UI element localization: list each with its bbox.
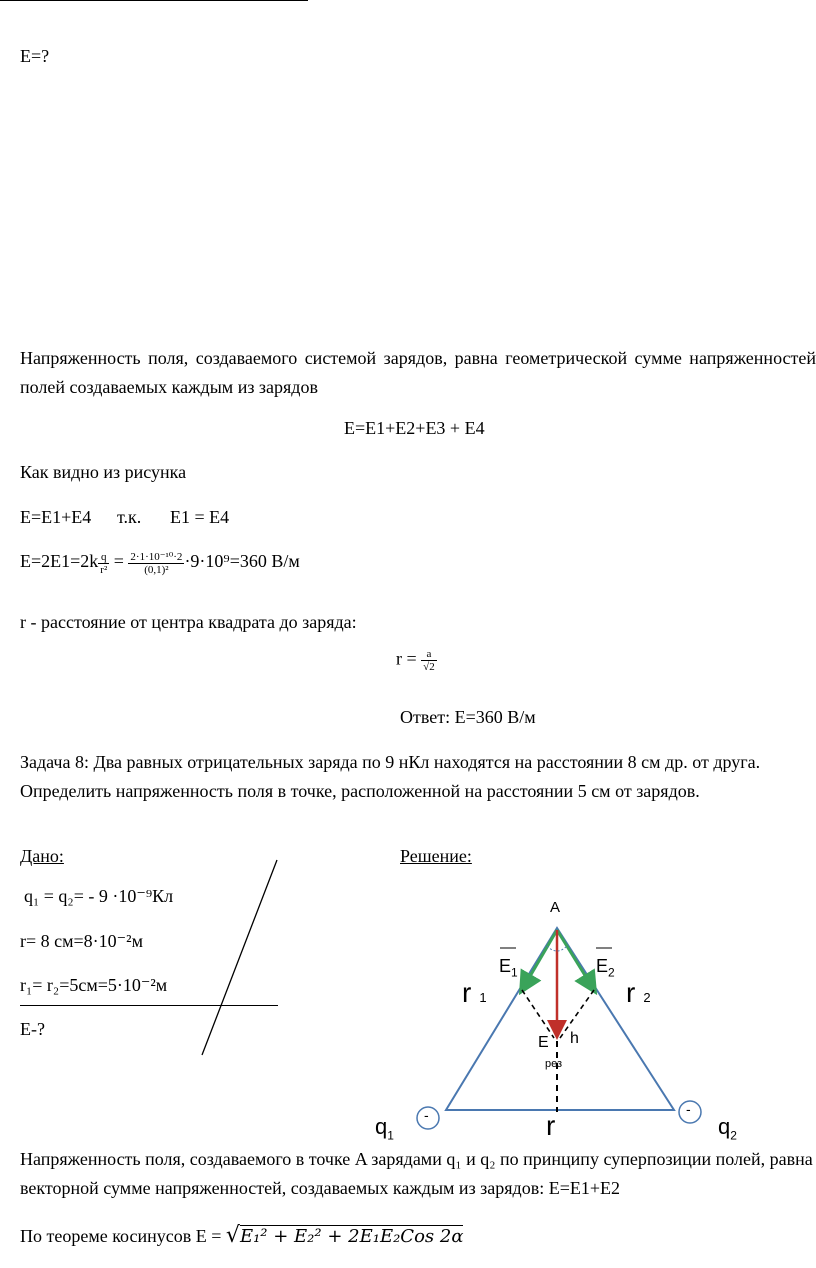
charges-diagram [360, 890, 780, 1150]
q2-sub: 2 [730, 1128, 737, 1143]
task8-statement: Задача 8: Два равных отрицательных заряда по 9 нКл находятся на расстоянии 8 см др. от друга. Определить напряженность поля в точке, расположенной на расстоянии 5 см от зарядов. [20, 752, 761, 801]
e2-vector [557, 930, 594, 990]
superposition-text: Напряженность поля, создаваемого в точке A зарядами q₁ и q₂ по принципу суперпозиции полей, равна векторной сумме напряженностей, создаваемых каждым из зарядов: [20, 1149, 813, 1198]
triangle [446, 928, 674, 1110]
r2-symbol: r² [100, 563, 108, 576]
e2-label [596, 956, 615, 980]
q1-label [375, 1114, 394, 1142]
eq-e14: E=E1+E4 [20, 507, 92, 527]
calc-num: 2·1·10⁻¹⁰·2 [130, 551, 183, 563]
system-paragraph: Напряженность поля, создаваемого системой зарядов, равна геометрической сумме напряженностей полей создаваемых каждым из зарядов [20, 348, 816, 397]
vector-sum-formula: E=E1+E2+E3 + E4 [344, 418, 485, 438]
r1-letter: r [462, 977, 472, 1008]
r-fraction [421, 648, 437, 673]
e2-sub: 2 [608, 965, 615, 980]
eres-label [538, 1034, 549, 1052]
sqrt-symbol: √ [225, 1223, 240, 1248]
q1-letter: q [375, 1114, 388, 1139]
superposition-paragraph [20, 1145, 816, 1203]
calc-den: (0,1)² [144, 564, 169, 576]
calc-q-fraction [98, 551, 109, 576]
tk-text: т.к. [117, 507, 142, 527]
sum-formula: E=E1+E2 [548, 1178, 621, 1198]
r2-letter: r [626, 977, 636, 1008]
minus-left: - [424, 1107, 429, 1123]
as-seen-text: Как видно из рисунка [20, 462, 187, 482]
r2-label [626, 977, 651, 1009]
r-num: a [421, 648, 437, 661]
given-separator [195, 855, 285, 1060]
r-base-label: r [546, 1110, 556, 1141]
minus-right: - [686, 1101, 691, 1117]
find-e: E-? [20, 1019, 45, 1039]
given-r12: r₁= r₂=5см=5·10⁻²м [20, 975, 168, 995]
given-q: q₁ = q₂= - 9 ·10⁻⁹Кл [24, 886, 174, 906]
top-rule [0, 0, 308, 1]
r-formula [396, 648, 437, 673]
e1-sub: 1 [511, 965, 518, 980]
h-label: h [570, 1030, 579, 1047]
solution-label: Решение: [400, 846, 472, 866]
given-label: Дано: [20, 846, 64, 866]
r1-label [462, 977, 487, 1009]
given-r: r= 8 см=8·10⁻²м [20, 931, 143, 951]
cosine-label: По теореме косинусов E = [20, 1226, 222, 1246]
e1-vector [522, 930, 557, 990]
eres-letter: E [538, 1034, 549, 1051]
r-description: r - расстояние от центра квадрата до заряда: [20, 612, 357, 632]
r1-sub: 1 [479, 990, 487, 1005]
cosine-theorem [20, 1223, 463, 1248]
e1-letter: E [499, 956, 512, 976]
r2-sub: 2 [643, 990, 651, 1005]
cosine-expr: E₁² + E₂² + 2E₁E₂Cos 2α [239, 1226, 464, 1247]
point-a-label: A [550, 899, 561, 916]
eq-equal: E1 = E4 [170, 507, 230, 527]
unknown-e: E=? [20, 46, 50, 66]
q-symbol: q [98, 551, 109, 564]
calc-line: E=2E1=2k $\frac{q}{\text{r²}}$ = $\frac{\text{2·1·10⁻¹⁰·2}}{\text{(0,1)²}}$ ·9·10⁹=360 В/м [20, 550, 300, 576]
e1-label [499, 956, 518, 980]
q2-label [718, 1114, 737, 1142]
calc-right: ·9·10⁹=360 В/м [184, 551, 300, 572]
r-formula-left: r = [396, 648, 417, 669]
r-den: √2 [423, 661, 435, 673]
eres-sub: рез [545, 1058, 563, 1070]
calc-left: E=2E1=2k [20, 551, 99, 572]
calc-fraction [128, 550, 184, 576]
dash-left [522, 990, 554, 1038]
e2-letter: E [596, 956, 609, 976]
q2-letter: q [718, 1114, 731, 1139]
answer-text: Ответ: E=360 В/м [400, 707, 536, 727]
q1-sub: 1 [387, 1128, 394, 1143]
